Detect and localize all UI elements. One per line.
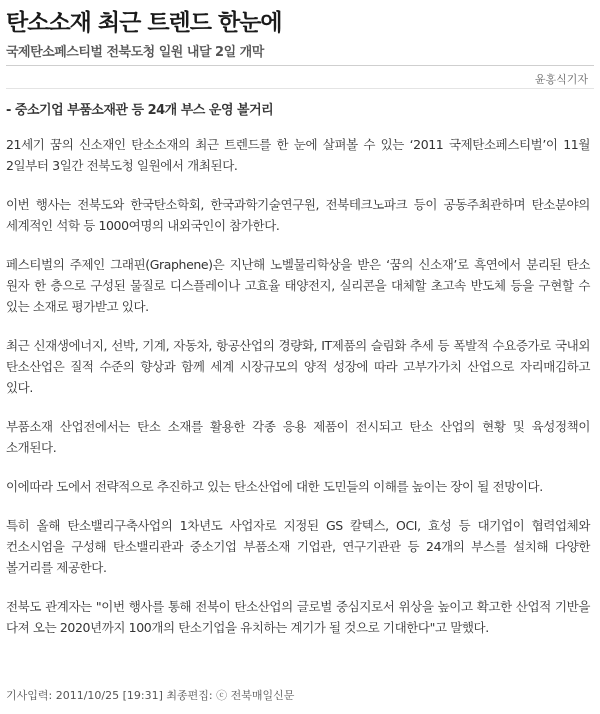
article-footer: 기사입력: 2011/10/25 [19:31] 최종편집: ⓒ 전북매일신문 bbox=[6, 689, 295, 702]
reporter-byline[interactable]: 윤홍식기자 bbox=[534, 73, 588, 86]
article-paragraph: 부품소재 산업전에서는 탄소 소재를 활용한 각종 응용 제품이 전시되고 탄소 산업의 현황 및 육성정책이 소개된다. bbox=[6, 419, 590, 455]
title-divider bbox=[6, 65, 594, 66]
article-paragraph: 전북도 관계자는 "이번 행사를 통해 전북이 탄소산업의 글로벌 중심지로서 위상을 높이고 확고한 산업적 기반을 다져 오는 2020년까지 100개의 탄소기업을 유치하는 계기가 될 것으로 기대한다"고 말했다. bbox=[6, 599, 590, 635]
article-paragraph: 이에따라 도에서 전략적으로 추진하고 있는 탄소산업에 대한 도민들의 이해를 높이는 장이 될 전망이다. bbox=[6, 479, 543, 494]
article-title: 탄소소재 최근 트렌드 한눈에 bbox=[6, 10, 282, 36]
article-body bbox=[6, 134, 590, 656]
article-paragraph: 이번 행사는 전북도와 한국탄소학회, 한국과학기술연구원, 전북테크노파크 등이 공동주최관하며 탄소분야의 세계적인 석학 등 1000여명의 내외국인이 참가한다. bbox=[6, 197, 590, 233]
article-subtitle: 국제탄소페스티벌 전북도청 일원 내달 2일 개막 bbox=[6, 45, 264, 60]
article-paragraph: 최근 신재생에너지, 선박, 기계, 자동차, 항공산업의 경량화, IT제품의 슬림화 추세 등 폭발적 수요증가로 국내외 탄소산업은 질적 수준의 향상과 함께 세계 시장규모의 양적 성장에 따라 고부가가치 산업으로 자리매김하고 있다. bbox=[6, 338, 590, 395]
article-lede: - 중소기업 부품소재관 등 24개 부스 운영 볼거리 bbox=[6, 103, 274, 118]
article-paragraph: 21세기 꿈의 신소재인 탄소소재의 최근 트렌드를 한 눈에 살펴볼 수 있는 ‘2011 국제탄소페스티벌’이 11월 2일부터 3일간 전북도청 일원에서 개최된다. bbox=[6, 137, 590, 173]
article-paragraph: 특히 올해 탄소밸리구축사업의 1차년도 사업자로 지정된 GS 칼텍스, OCI, 효성 등 대기업이 협력업체와 컨소시엄을 구성해 탄소밸리관과 중소기업 부품소재 기업관, 연구기관관 등 24개의 부스를 설치해 다양한 볼거리를 제공한다. bbox=[6, 518, 590, 575]
byline-divider bbox=[6, 88, 594, 89]
article-paragraph: 페스티벌의 주제인 그래핀(Graphene)은 지난해 노벨물리학상을 받은 ‘꿈의 신소재’로 흑연에서 분리된 탄소 원자 한 층으로 구성된 물질로 디스플레이나 고효율 태양전지, 실리콘을 대체할 초고속 반도체 등을 구현할 수 있는 소재로 평가받고 있다. bbox=[6, 257, 590, 314]
